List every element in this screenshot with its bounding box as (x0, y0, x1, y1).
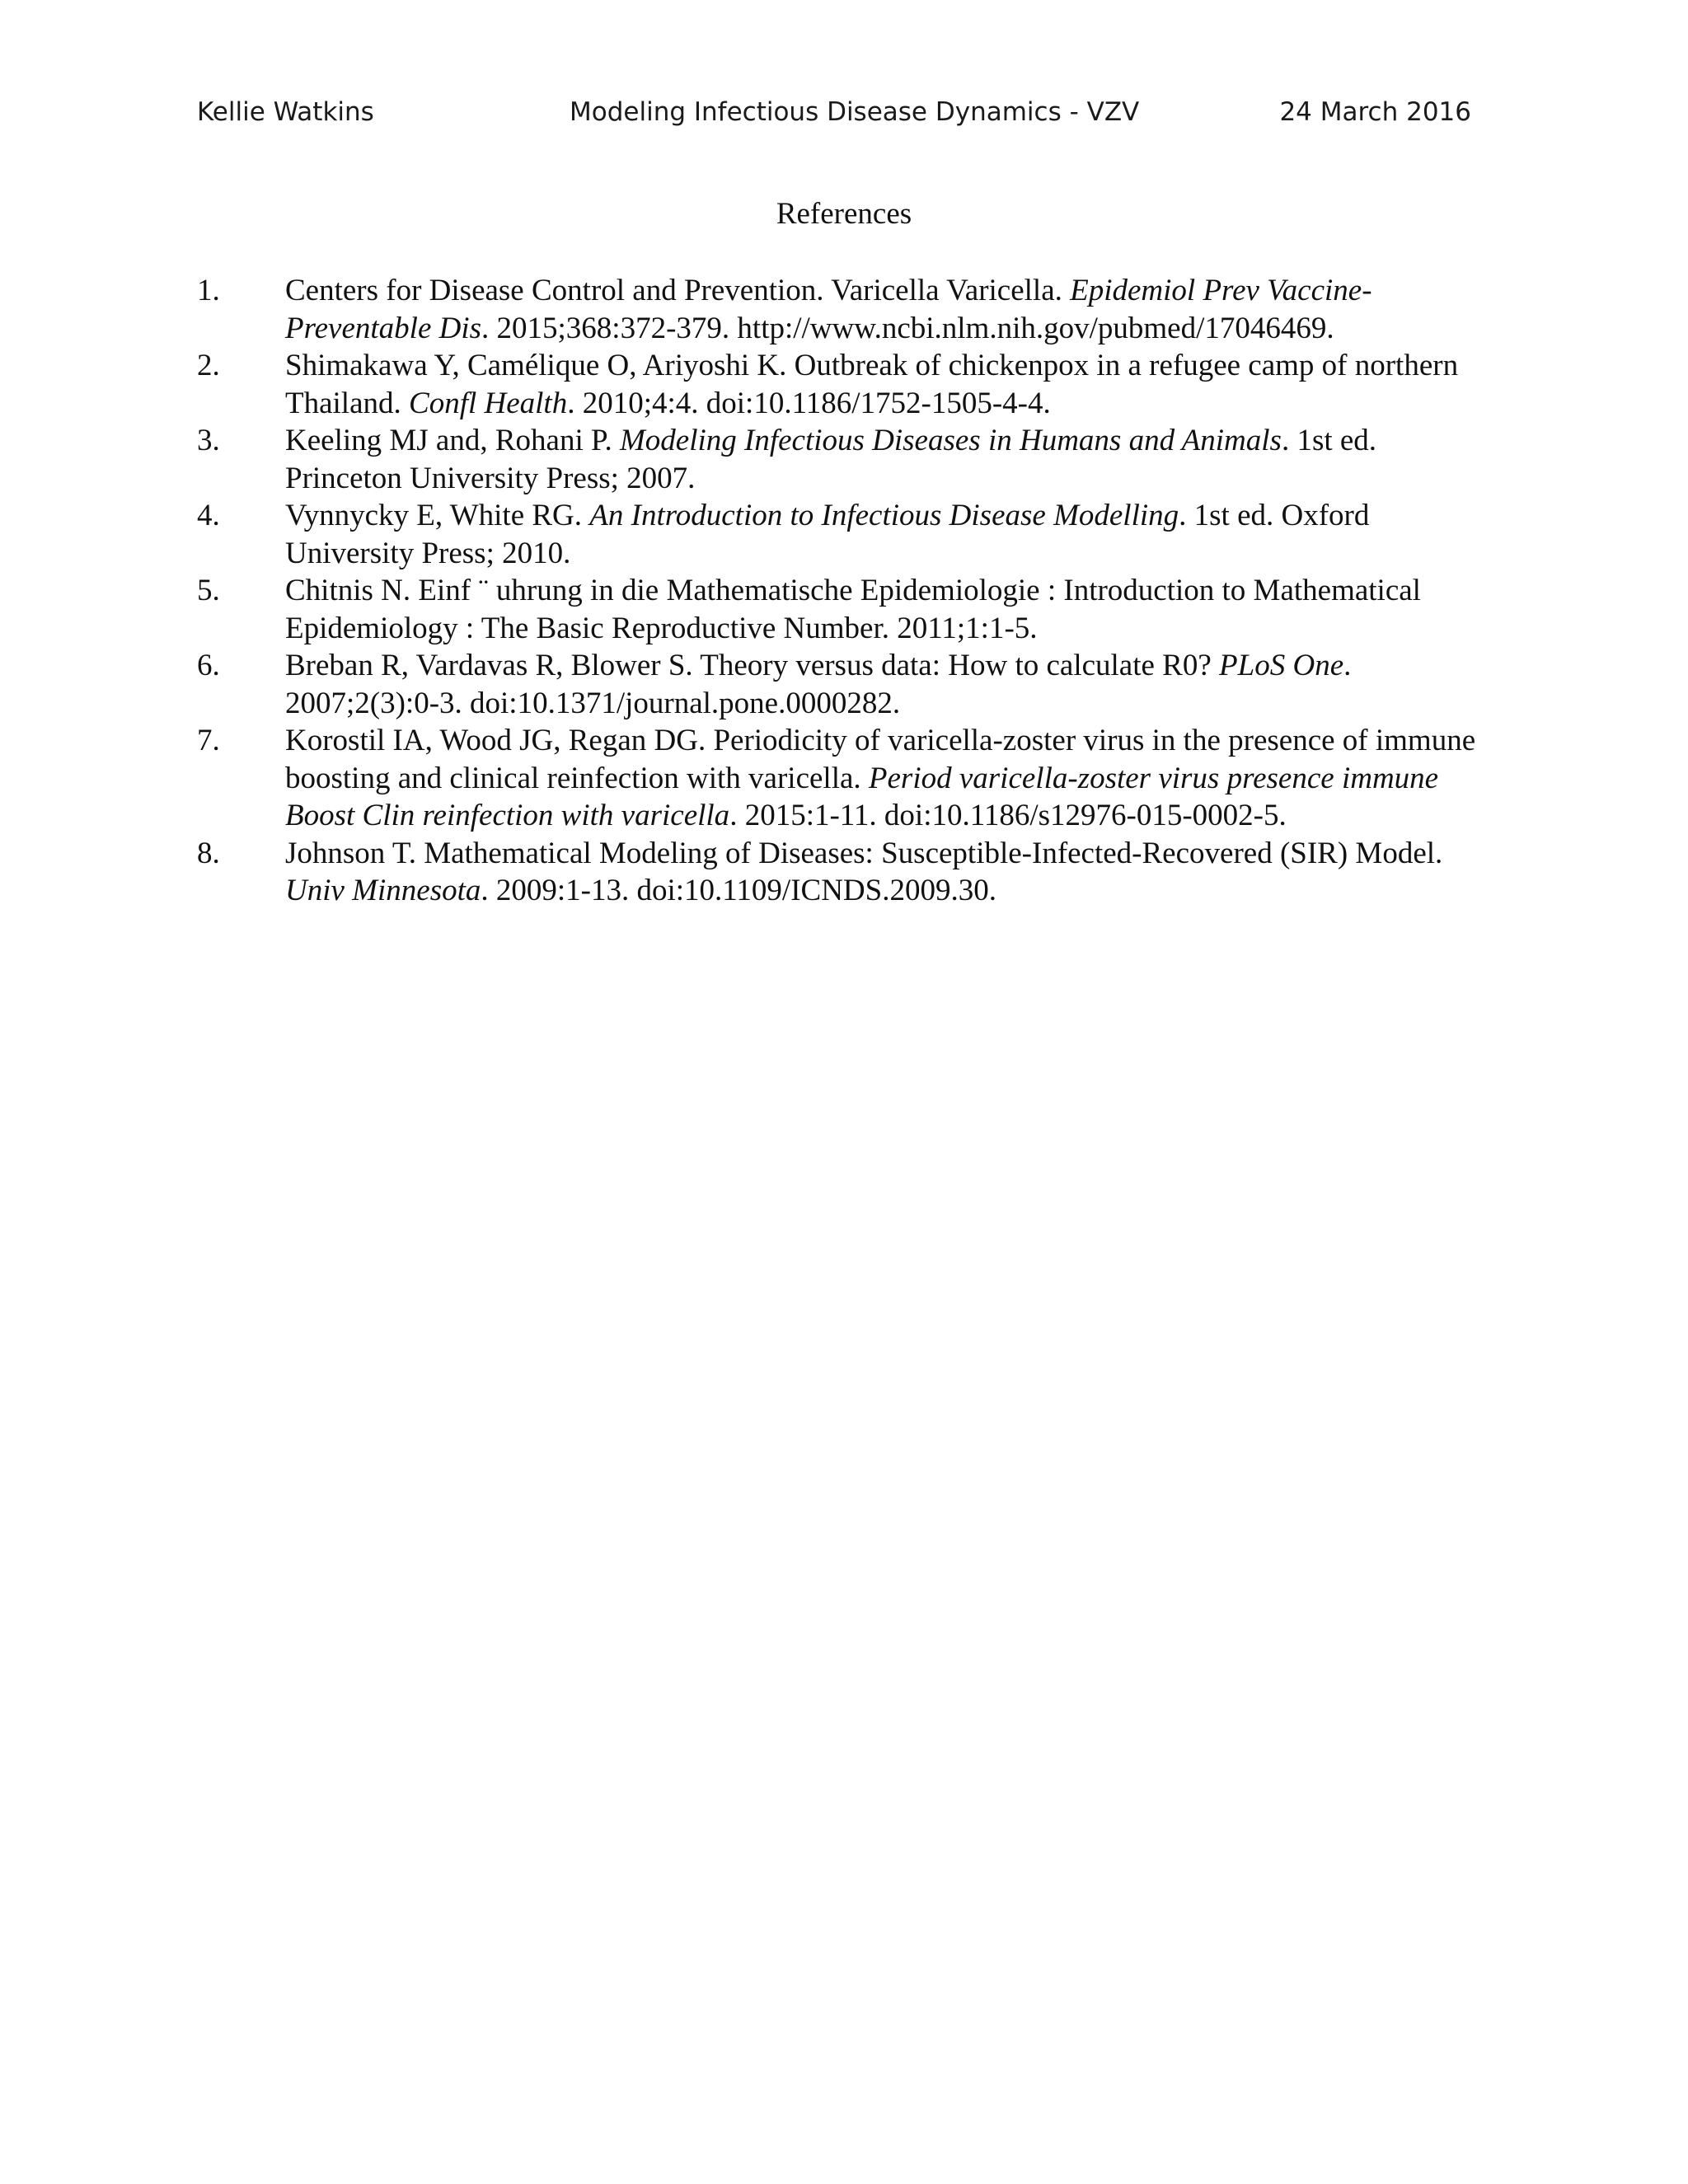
reference-item-5 (197, 572, 1483, 647)
reference-text-tail: . 1st ed. Princeton University Press; 2007. (285, 424, 1377, 495)
reference-source: An Introduction to Infectious Disease Modelling (589, 499, 1179, 532)
reference-text-tail: . 2007;2(3):0-3. doi:10.1371/journal.pone.0000282. (285, 649, 1352, 720)
reference-text (285, 835, 1483, 910)
reference-source: PLoS One (1219, 649, 1344, 682)
reference-text-tail: . 1st ed. Oxford University Press; 2010. (285, 499, 1370, 570)
reference-text (285, 272, 1483, 347)
reference-text-lead: Keeling MJ and, Rohani P. (285, 424, 620, 457)
reference-text (285, 572, 1483, 647)
reference-item-1 (197, 272, 1483, 347)
reference-number: 4. (197, 499, 220, 532)
reference-source: Univ Minnesota (285, 874, 481, 907)
reference-item-2 (197, 347, 1483, 422)
reference-source: Confl Health (409, 386, 568, 420)
reference-number: 2. (197, 349, 220, 382)
reference-text (285, 497, 1483, 572)
reference-number: 7. (197, 724, 220, 757)
reference-number: 3. (197, 424, 220, 457)
reference-text-lead: Centers for Disease Control and Prevention. Varicella Varicella. (285, 274, 1071, 307)
reference-text-lead: Shimakawa Y, Camélique O, Ariyoshi K. Outbreak of chickenpox in a refugee camp of northern Thailand. (285, 349, 1459, 420)
reference-list (197, 272, 1483, 910)
reference-text-lead: Chitnis N. Einf ¨ uhrung in die Mathematische Epidemiologie : Introduction to Mathematical Epidemiology : The Basic Reproductive Number. 2011;1:1-5. (285, 574, 1421, 645)
reference-text (285, 722, 1483, 835)
header-author: Kellie Watkins (197, 97, 374, 127)
reference-text-lead: Johnson T. Mathematical Modeling of Diseases: Susceptible-Infected-Recovered (SIR) Model. (285, 836, 1443, 870)
reference-source: Modeling Infectious Diseases in Humans and Animals (619, 424, 1282, 457)
page-header (0, 97, 1688, 135)
reference-text-lead: Breban R, Vardavas R, Blower S. Theory versus data: How to calculate R0? (285, 649, 1220, 682)
reference-number: 5. (197, 574, 220, 607)
reference-text-tail: . 2010;4:4. doi:10.1186/1752-1505-4-4. (567, 386, 1051, 420)
reference-item-4 (197, 497, 1483, 572)
reference-text-tail: . 2009:1-13. doi:10.1109/ICNDS.2009.30. (481, 874, 996, 907)
reference-item-6 (197, 647, 1483, 722)
reference-number: 6. (197, 649, 220, 682)
reference-number: 1. (197, 274, 220, 307)
reference-text (285, 347, 1483, 422)
reference-source: Epidemiol Prev Vaccine-Preventable Dis (285, 274, 1372, 345)
reference-text-tail: . 2015;368:372-379. http://www.ncbi.nlm.nih.gov/pubmed/17046469. (481, 311, 1334, 345)
reference-source: Period varicella-zoster virus presence immune Boost Clin reinfection with varicella (285, 761, 1439, 832)
reference-item-8 (197, 835, 1483, 910)
header-title: Modeling Infectious Disease Dynamics - VZV (570, 97, 1140, 127)
header-date: 24 March 2016 (1279, 97, 1471, 127)
references-heading: References (776, 197, 912, 231)
reference-text (285, 647, 1483, 722)
reference-text-lead: Vynnycky E, White RG. (285, 499, 590, 532)
reference-text-tail: . 2015:1-11. doi:10.1186/s12976-015-0002-5. (729, 799, 1287, 832)
reference-text-lead: Korostil IA, Wood JG, Regan DG. Periodicity of varicella-zoster virus in the presence of immune boosting and clinical reinfection with varicella. (285, 724, 1476, 795)
reference-item-7 (197, 722, 1483, 835)
reference-text (285, 422, 1483, 497)
reference-number: 8. (197, 836, 220, 870)
reference-item-3 (197, 422, 1483, 497)
